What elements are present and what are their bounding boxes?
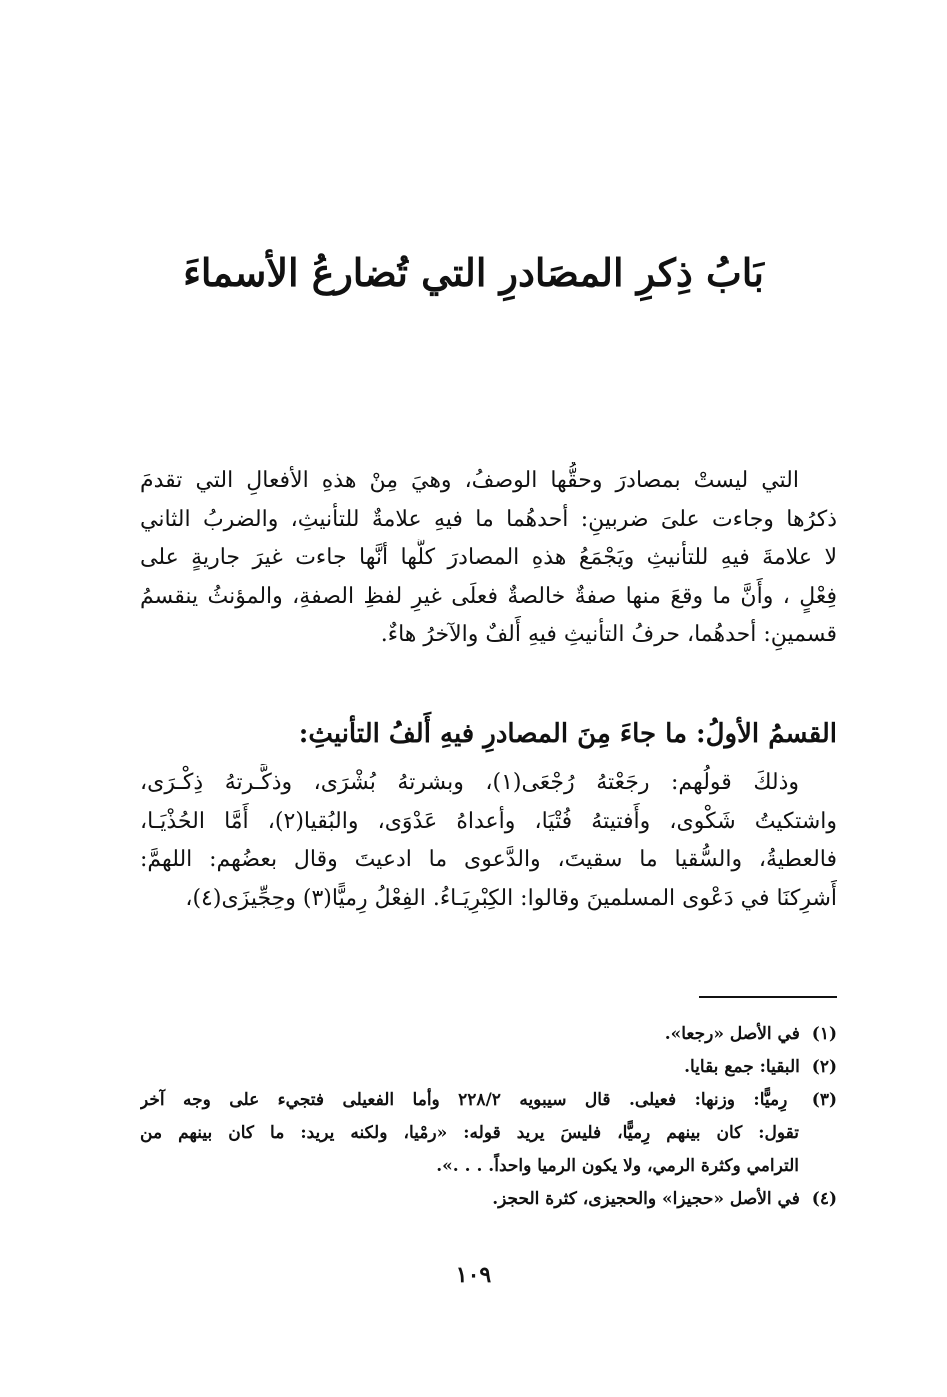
footnote-number: (٤) <box>811 1189 837 1209</box>
footnote-number: (١) <box>811 1024 837 1044</box>
footnote-separator <box>699 996 837 998</box>
intro-paragraph <box>140 462 837 655</box>
footnote-1 <box>140 1018 837 1051</box>
footnote-3-continuation: تقول: كان بينهم رِميًّا، فليسَ يريد قوله: «رمْيا، ولكنه يريد: ما كان بينهم من <box>140 1123 799 1143</box>
intro-line: قسمينِ: أحدهُما، حرفُ التأنيثِ فيهِ أَلفٌ والآخرُ هاءٌ. <box>380 622 837 647</box>
intro-line: التي ليستْ بمصادرَ وحقُّها الوصفُ، وهيَ مِنْ هذهِ الأفعالِ التي تقدمَ <box>140 468 799 493</box>
footnote-3 <box>140 1084 837 1117</box>
section-heading: القسمُ الأولُ: ما جاءَ مِنَ المصادرِ فيهِ أَلفُ التأنيثِ: <box>298 719 837 749</box>
footnote-text: في الأصل «رجعا». <box>664 1024 800 1044</box>
intro-line: ذكرُها وجاءت علىَ ضربينِ: أحدهُما ما فيهِ علامةٌ للتأنيثِ، والضربُ الثاني <box>140 506 837 532</box>
section-line: وذلكَ قولُهم: رجَعْتهُ رُجْعَى(١)، وبشرتهُ بُشْرَى، وذكَّـرتهُ ذِكْـرَى، <box>140 770 799 795</box>
footnote-text: البقيا: جمع بقايا. <box>684 1057 800 1077</box>
chapter-title: بَابُ ذِكرِ المصَادرِ التي تُضارعُ الأسماءَ <box>183 250 764 295</box>
footnote-3-continuation: الترامي وكثرة الرمي، ولا يكون الرميا واحداً. . . .». <box>436 1156 799 1176</box>
intro-line: فِعْلٍ ، وأَنَّ ما وقعَ منها صفةٌ خالصةٌ فعلَى غيرِ لفظِ الصفةِ، والمؤنثُ ينقسمُ <box>140 583 837 609</box>
footnote-2 <box>140 1051 837 1084</box>
footnotes <box>140 1018 837 1216</box>
footnote-4 <box>140 1183 837 1216</box>
footnote-number: (٢) <box>811 1057 837 1077</box>
page-number: ١٠٩ <box>455 1262 492 1288</box>
footnote-text: في الأصل «حجيزا» والحجيزى، كثرة الحجز. <box>492 1189 800 1209</box>
intro-line: لا علامةَ فيهِ للتأنيثِ ويَجْمَعُ هذهِ المصادرَ كلَّها أنَّها جاءت غيرَ جاريةٍ على <box>140 545 837 570</box>
section-line: فالعطيةُ، والسُّقيا ما سقيتَ، والدَّعوى ما ادعيتَ وقال بعضُهم: اللهمَّ: <box>140 847 837 872</box>
section-line: واشتكيتُ شَكْوى، وأَفتيتهُ فُتْيَا، وأعداهُ عَدْوَى، والبُقيا(٢)، أَمَّا الحُذْيَـا، <box>140 808 837 834</box>
footnote-text: رِميًّا: وزنها: فعيلى. قال سيبويه ٢٢٨/٢ وأما الفعيلى فتجيء على وجه آخر <box>140 1090 788 1110</box>
footnote-number: (٣) <box>811 1090 837 1110</box>
section-line: أَشرِكنَا في دَعْوى المسلمينَ وقالوا: الكِبْرِيَـاءُ. الفِعْلُ رِميًّا(٣) وحِجِّيزَى(٤)، <box>185 885 837 911</box>
section-paragraph <box>140 764 837 918</box>
